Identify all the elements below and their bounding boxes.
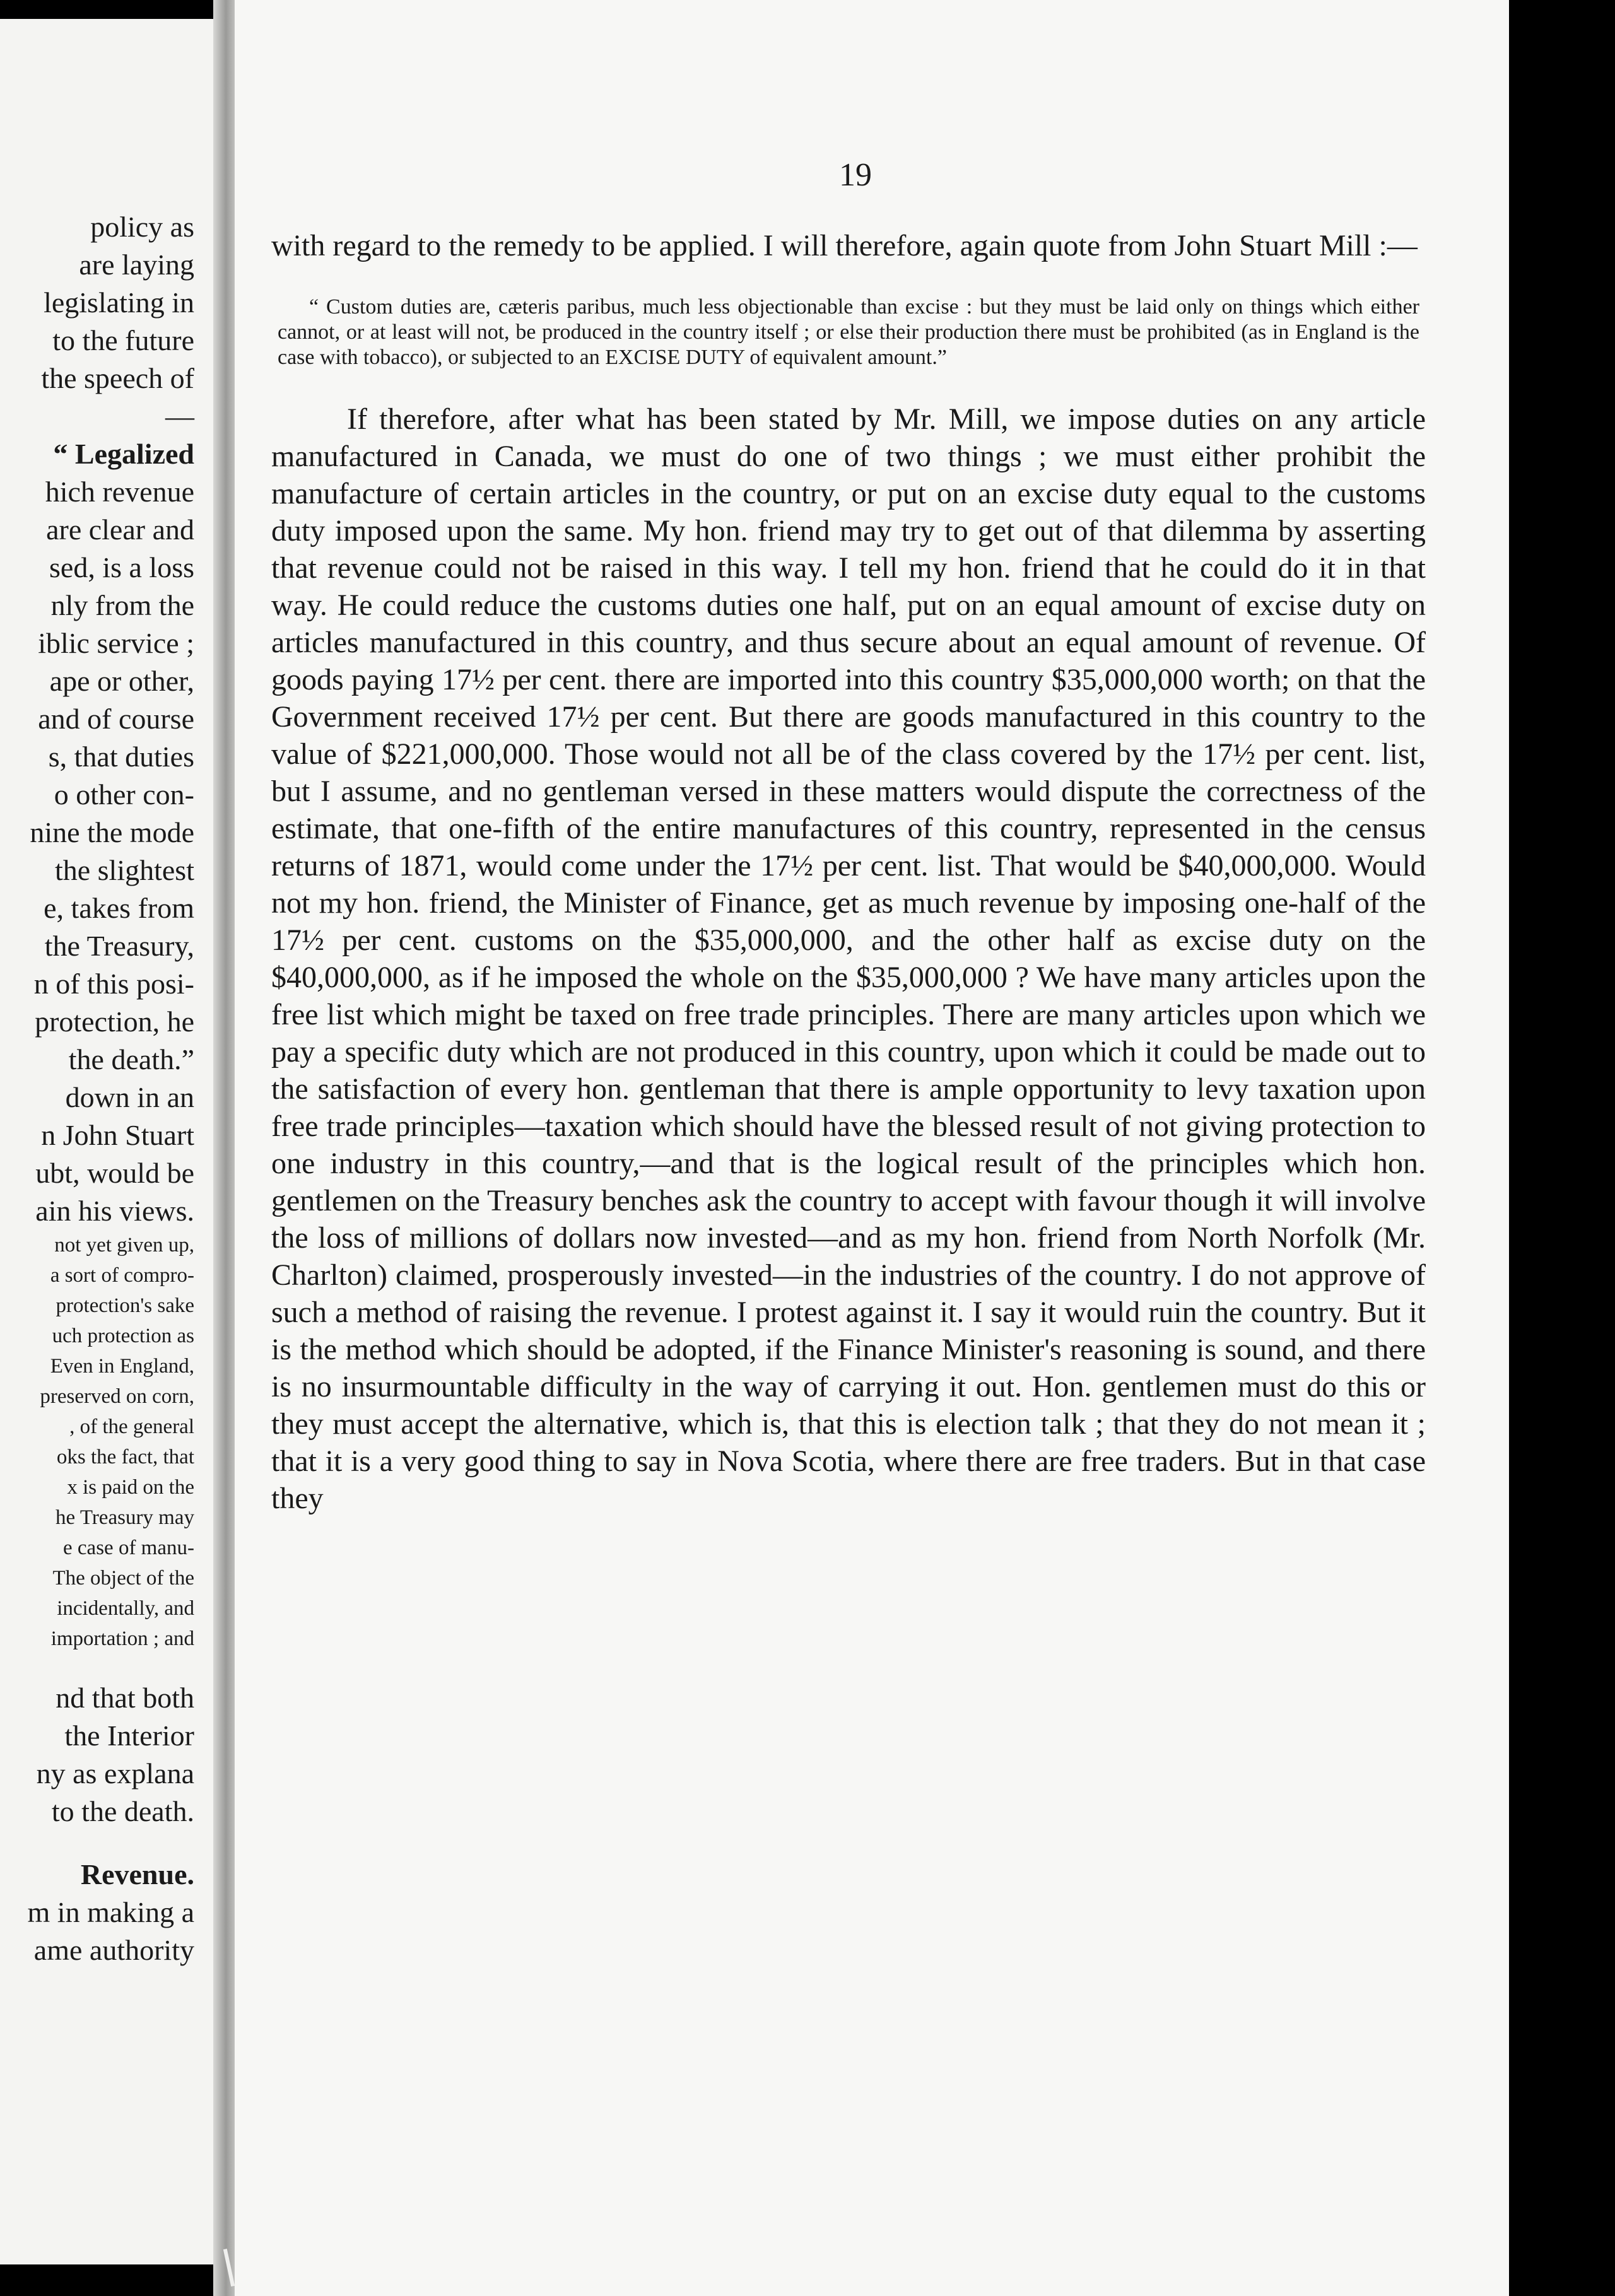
left-page-line: and of course <box>38 703 194 735</box>
left-page-line: nly from the <box>50 589 194 621</box>
left-page-line: hich revenue <box>45 476 194 508</box>
left-page-line: n of this posi- <box>33 968 194 1000</box>
left-page-line: the death.” <box>68 1043 194 1075</box>
scan-border <box>1509 0 1615 2296</box>
left-page-line: e, takes from <box>44 892 194 924</box>
left-page-line: — <box>165 400 194 432</box>
left-page-text <box>0 208 194 1969</box>
left-page-line: o other con- <box>54 778 194 811</box>
opening-paragraph: with regard to the remedy to be applied. I will therefore, again quote from John Stuart Mill :— <box>271 229 1418 262</box>
left-page-line: preserved on corn, <box>40 1385 194 1408</box>
left-page-line: are clear and <box>46 513 194 546</box>
left-page-line: The object of the <box>52 1567 194 1590</box>
left-page-line: sed, is a loss <box>49 551 194 583</box>
left-page-line: nd that both <box>56 1682 194 1714</box>
left-page-line: m in making a <box>27 1896 194 1928</box>
left-page-line: not yet given up, <box>54 1234 194 1256</box>
left-page-line: the slightest <box>54 854 194 886</box>
left-page-line: a sort of compro- <box>50 1264 194 1287</box>
page-number: 19 <box>839 157 872 193</box>
left-page-line: ny as explana <box>36 1757 194 1789</box>
left-page-line: the Treasury, <box>44 930 194 962</box>
left-page-line: legislating in <box>44 286 194 319</box>
left-page-line: , of the general <box>69 1415 194 1438</box>
left-page-line: to the death. <box>51 1795 194 1827</box>
left-page-line: e case of manu- <box>63 1537 194 1559</box>
left-page-line: x is paid on the <box>67 1476 194 1499</box>
left-page-line: uch protection as <box>52 1325 194 1347</box>
left-page-line: nine the mode <box>30 816 194 848</box>
block-quote: “ Custom duties are, cæteris paribus, much less objectionable than excise : but they must be laid only on things which either cannot, or at least will not, be produced in the country itself ; or else their production there must be prohibited (as in England is the case with tobacco), or subjected to an EXCISE DUTY of equivalent amount.” <box>278 295 1419 369</box>
left-page-line: down in an <box>65 1081 194 1113</box>
left-page-line: oks the fact, that <box>56 1446 194 1468</box>
left-page-line: ape or other, <box>49 665 194 697</box>
page-body <box>271 227 1426 1517</box>
left-page-line: incidentally, and <box>57 1597 194 1620</box>
left-page-line: Even in England, <box>50 1355 194 1378</box>
left-page-line: iblic service ; <box>38 627 194 659</box>
left-page <box>0 19 222 2264</box>
left-page-line: ain his views. <box>35 1195 194 1227</box>
left-page-line: the speech of <box>41 362 194 394</box>
left-page-line: he Treasury may <box>56 1506 194 1529</box>
left-page-line: ame authority <box>33 1934 194 1966</box>
left-page-line: “ Legalized <box>53 438 194 470</box>
left-page-line: importation ; and <box>50 1627 194 1650</box>
left-page-line: s, that duties <box>48 741 194 773</box>
main-paragraph: If therefore, after what has been stated by Mr. Mill, we impose duties on any article manufactured in Canada, we must do one of two things ; we must either prohibit the manufacture of certain articles in the country, or put on an excise duty equal to the customs duty imposed upon the same. My hon. friend may try to get out of that dilemma by asserting that revenue could not be raised in this way. I tell my hon. friend that he could do it in that way. He could reduce the customs duties one half, put on an equal amount of excise duty on articles manufactured in this country, and thus secure about an equal amount of revenue. Of goods paying 17½ per cent. there are imported into this country $35,000,000 worth; on that the Government received 17½ per cent. But there are goods manufactured in this country to the value of $221,000,000. Those would not all be of the class covered by the 17½ per cent. list, but I assume, and no gentleman versed in these matters would dispute the correctness of the estimate, that one-fifth of the entire manufactures of this country, represented in the census returns of 1871, would come under the 17½ per cent. list. That would be $40,000,000. Would not my hon. friend, the Minister of Finance, get as much revenue by imposing one-half of the 17½ per cent. customs on the $35,000,000, and the other half as excise duty on the $40,000,000, as if he imposed the whole on the $35,000,000 ? We have many articles upon the free list which might be taxed on free trade principles. There are many articles upon which we pay a specific duty which are not produced in this country, upon which it could be made out to the satisfaction of every hon. gentleman that there is ample opportunity to levy taxation upon free trade principles—taxation which should have the blessed result of not giving protection to one industry in this country,—and that is the logical result of the principles which hon. gentlemen on the Treasury benches ask the country to accept with favour though it will involve the loss of millions of dollars now invested—and as my hon. friend from North Norfolk (Mr. Charlton) claimed, prosperously invested—in the industries of the country. I do not approve of such a method of raising the revenue. I protest against it. I say it would ruin the country. But it is the method which should be adopted, if the Finance Minister's reasoning is sound, and there is no insurmountable difficulty in the way of carrying it out. Hon. gentlemen must do this or they must accept the alternative, which is, that this is election talk ; that they do not mean it ; that it is a very good thing to say in Nova Scotia, where there are free traders. But in that case they <box>271 402 1426 1515</box>
left-page-line: Revenue. <box>80 1858 194 1890</box>
left-page-line: protection, he <box>35 1005 194 1038</box>
left-page-line: protection's sake <box>56 1294 194 1317</box>
left-page-line: are laying <box>79 249 194 281</box>
left-page-line: to the future <box>52 324 194 356</box>
left-page-line: n John Stuart <box>41 1119 194 1151</box>
left-page-line: the Interior <box>64 1719 194 1752</box>
left-page-line: policy as <box>90 211 194 243</box>
left-page-line: ubt, would be <box>35 1157 194 1189</box>
